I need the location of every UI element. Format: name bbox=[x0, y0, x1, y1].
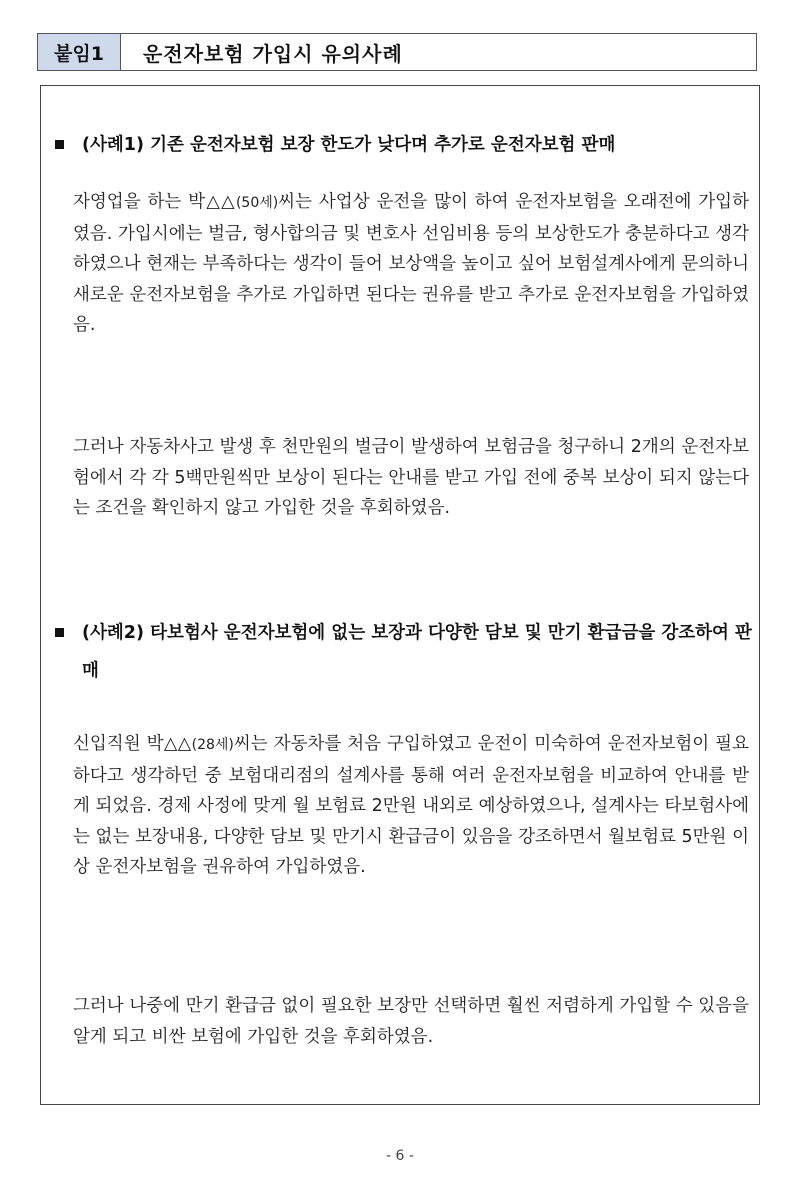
case1-p1-text-b: 씨는 사업상 운전을 많이 하여 운전자보험을 오래전에 가입하였음. 가입시에는 벌금, 형사합의금 및 변호사 선임비용 등의 보상한도가 충분하다고 생각하였으나 현재는 부족하다는 생각이 들어 보상액을 높이고 싶어 보험설계사에게 문의하니 새로운 운전자보험을 추가로 가입하면 된다는 권유를 받고 추가로 운전자보험을 가입하였음. bbox=[73, 192, 750, 336]
attachment-label: 붙임1 bbox=[38, 34, 121, 70]
attachment-title: 운전자보험 가입시 유의사례 bbox=[143, 41, 403, 66]
case1-paragraph-2: 그러나 자동차사고 발생 후 천만원의 벌금이 발생하여 보험금을 청구하니 2개의 운전자보험에서 각 각 5백만원씩만 보상이 된다는 안내를 받고 가입 전에 중복 보상이 되지 않는다는 조건을 확인하지 않고 가입한 것을 후회하였음. bbox=[73, 437, 749, 519]
case1-p1-age: (50세) bbox=[235, 195, 279, 211]
case1-heading bbox=[55, 126, 755, 164]
case1-heading-text: (사례1) 기존 운전자보험 보장 한도가 낮다며 추가로 운전자보험 판매 bbox=[82, 135, 616, 155]
case2-p1-text-a: 신입직원 박△△ bbox=[73, 734, 192, 754]
case2-p1-age: (28세) bbox=[191, 737, 234, 753]
case2-p1-text-b: 씨는 자동차를 처음 구입하였고 운전이 미숙하여 운전자보험이 필요하다고 생각하던 중 보험대리점의 설계사를 통해 여러 운전자보험을 비교하여 안내를 받게 되었음. 경제 사정에 맞게 월 보험료 2만원 내외로 예상하였으나, 설계사는 타보험사에는 없는 보장내용, 다양한 담보 및 만기시 환급금이 있음을 강조하면서 월보험료 5만원 이상 운전자보험을 권유하여 가입하였음. bbox=[73, 734, 749, 878]
square-bullet-icon bbox=[55, 140, 64, 149]
case2-heading-text: (사례2) 타보험사 운전자보험에 없는 보장과 다양한 담보 및 만기 환급금을 강조하여 판매 bbox=[82, 623, 752, 681]
case2-heading bbox=[55, 614, 755, 690]
case1-paragraph-1 bbox=[73, 187, 749, 341]
case2-paragraph-2: 그러나 나중에 만기 환급금 없이 필요한 보장만 선택하면 훨씬 저렴하게 가입할 수 있음을 알게 되고 비싼 보험에 가입한 것을 후회하였음. bbox=[73, 996, 749, 1047]
attachment-header bbox=[37, 33, 757, 71]
square-bullet-icon bbox=[55, 628, 64, 637]
case2-paragraph-1 bbox=[73, 729, 749, 883]
page-number: - 6 - bbox=[386, 1148, 414, 1164]
case1-p1-text-a: 자영업을 하는 박△△ bbox=[73, 192, 236, 212]
cases-box bbox=[40, 85, 760, 1105]
